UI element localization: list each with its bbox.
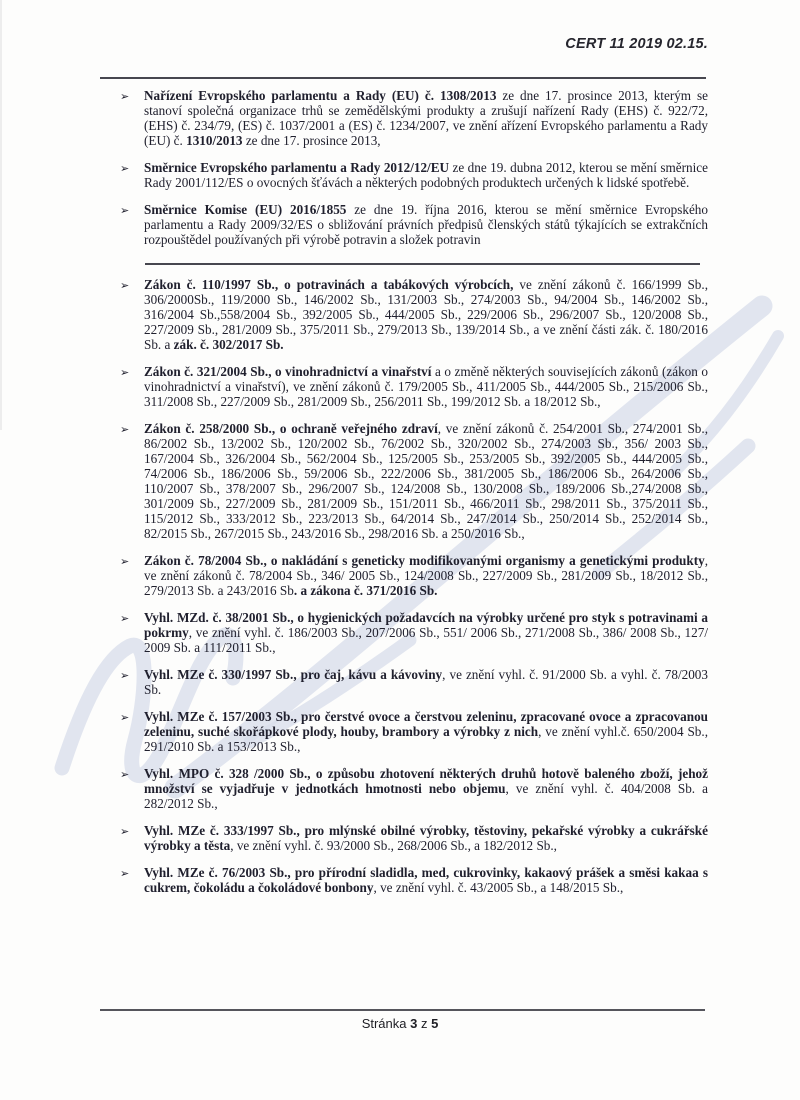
list-item	[120, 610, 708, 655]
item-text	[144, 865, 708, 895]
header-rule	[100, 77, 706, 79]
page-footer	[0, 1016, 800, 1031]
list-item	[120, 823, 708, 853]
list-item	[120, 709, 708, 754]
arrow-bullet-icon: ➢	[120, 711, 130, 724]
item-text-bold-segment: . a zákona č. 371/2016 Sb.	[293, 583, 438, 598]
item-text-bold-segment: zák. č. 302/2017 Sb.	[173, 337, 284, 352]
section-separator-rule	[145, 263, 700, 265]
item-text	[144, 421, 708, 541]
item-text-bold-segment: Vyhl. MZe č. 330/1997 Sb., pro čaj, kávu a kávoviny	[144, 667, 443, 682]
item-text-segment: ze dne 17. prosince 2013,	[242, 133, 381, 148]
item-text-segment: ze dne 19. dubna 2012, kterou se mění směrnice Rady 2001/112/ES o ovocných šťávách a některých podobných produktech určených k lidské spotřebě.	[144, 160, 708, 190]
item-text	[144, 364, 708, 409]
list-item	[120, 88, 708, 148]
arrow-bullet-icon: ➢	[120, 279, 130, 292]
page-number-text	[362, 1016, 439, 1031]
document-body	[120, 88, 708, 907]
list-item	[120, 421, 708, 541]
item-text-bold-segment: Vyhl. MZe č. 76/2003 Sb., pro přírodní sladidla, med, cukrovinky, kakaový prášek a směsi kakaa s cukrem, čokoládu a čokoládové bonbony	[144, 865, 708, 895]
item-text-segment: , ve znění vyhl. č. 93/2000 Sb., 268/2006 Sb., a 182/2012 Sb.,	[230, 838, 557, 853]
item-text	[144, 88, 708, 148]
item-text-segment: a o změně některých souvisejících zákonů (zákon o vinohradnictví a vinařství), ve znění zákonů č. 179/2005 Sb., 411/2005 Sb., 444/2005 Sb., 215/2006 Sb., 311/2008 Sb., 227/2009 Sb., 281/2009 Sb., 256/2011 Sb., 199/2012 Sb. a 18/2012 Sb.,	[144, 364, 708, 409]
item-text-bold-segment: Vyhl. MZe č. 157/2003 Sb., pro čerstvé ovoce a čerstvou zeleninu, zpracované ovoce a zpracovanou zeleninu, suché skořápkové plody, houby, brambory a výrobky z nich	[144, 709, 708, 739]
arrow-bullet-icon: ➢	[120, 555, 130, 568]
eu-regulations-list	[120, 88, 708, 247]
item-text	[144, 160, 708, 190]
arrow-bullet-icon: ➢	[120, 612, 130, 625]
item-text-bold-segment: Směrnice Evropského parlamentu a Rady 2012/12/EU	[144, 160, 450, 175]
list-item	[120, 667, 708, 697]
footer-segment: z	[417, 1016, 432, 1031]
item-text	[144, 610, 708, 655]
item-text-segment: , ve znění vyhl.č. 650/2004 Sb., 291/2010 Sb. a 153/2013 Sb.,	[144, 724, 708, 754]
item-text-segment: ze dne 19. října 2016, kterou se mění směrnice Evropského parlamentu a Rady 2009/32/ES o sbližování právních předpisů členských států týkajících se extrakčních rozpouštědel používaných při výrobě potravin a složek potravin	[144, 202, 708, 247]
item-text-bold-segment: Zákon č. 78/2004 Sb., o nakládání s geneticky modifikovanými organismy a genetickými produkty	[144, 553, 705, 568]
item-text-bold-segment: 1310/2013	[186, 133, 243, 148]
arrow-bullet-icon: ➢	[120, 669, 130, 682]
arrow-bullet-icon: ➢	[120, 90, 130, 103]
item-text	[144, 709, 708, 754]
list-item	[120, 766, 708, 811]
footer-segment: Stránka	[361, 1016, 411, 1031]
list-item	[120, 160, 708, 190]
arrow-bullet-icon: ➢	[120, 768, 130, 781]
item-text-bold-segment: Zákon č. 110/1997 Sb., o potravinách a tabákových výrobcích,	[144, 277, 514, 292]
item-text-bold-segment: Vyhl. MZd. č. 38/2001 Sb., o hygienických požadavcích na výrobky určené pro styk s potravinami a pokrmy	[144, 610, 708, 640]
item-text-segment: , ve znění zákonů č. 254/2001 Sb., 274/2001 Sb., 86/2002 Sb., 13/2002 Sb., 120/2002 Sb., 76/2002 Sb., 320/2002 Sb., 274/2003 Sb., 356/ 2003 Sb., 167/2004 Sb., 326/2004 Sb., 562/2004 Sb., 125/2005 Sb., 253/2005 Sb., 392/2005 Sb., 444/2005 Sb., 74/2006 Sb., 186/2006 Sb., 59/2006 Sb., 222/2006 Sb., 381/2005 Sb., 186/2006 Sb., 264/2006 Sb., 110/2007 Sb., 378/2007 Sb., 296/2007 Sb., 124/2008 Sb., 130/2008 Sb., 189/2006 Sb.,274/2008 Sb., 301/2009 Sb., 227/2009 Sb., 281/2009 Sb., 151/2011 Sb., 466/2011 Sb., 298/2011 Sb., 375/2011 Sb., 115/2012 Sb., 333/2012 Sb., 223/2013 Sb., 64/2014 Sb., 247/2014 Sb., 250/2014 Sb., 252/2014 Sb., 82/2015 Sb., 267/2015 Sb., 243/2016 Sb., 298/2016 Sb. a 250/2016 Sb.,	[144, 421, 708, 541]
item-text-bold-segment: Vyhl. MPO č. 328 /2000 Sb., o způsobu zhotovení některých druhů hotově baleného zboží, jehož množství se vyjadřuje v jednotkách hmotnosti nebo objemu	[144, 766, 708, 796]
footer-bold-segment: 5	[431, 1016, 439, 1031]
arrow-bullet-icon: ➢	[120, 366, 130, 379]
item-text	[144, 277, 708, 352]
list-item	[120, 364, 708, 409]
header-document-reference: CERT 11 2019 02.15.	[565, 36, 708, 52]
national-laws-list	[120, 277, 708, 895]
arrow-bullet-icon: ➢	[120, 867, 130, 880]
list-item	[120, 865, 708, 895]
arrow-bullet-icon: ➢	[120, 204, 130, 217]
scan-edge-artifact	[0, 0, 2, 430]
item-text	[144, 823, 708, 853]
list-item	[120, 202, 708, 247]
item-text-bold-segment: Vyhl. MZe č. 333/1997 Sb., pro mlýnské obilné výrobky, těstoviny, pekařské výrobky a cukrářské výrobky a těsta	[144, 823, 708, 853]
item-text	[144, 667, 708, 697]
item-text	[144, 202, 708, 247]
item-text-segment: , ve znění vyhl. č. 43/2005 Sb., a 148/2015 Sb.,	[373, 880, 624, 895]
arrow-bullet-icon: ➢	[120, 162, 130, 175]
list-item	[120, 277, 708, 352]
item-text-segment: ze dne 17. prosince 2013, kterým se stanoví společná organizace trhů se zemědělskými produkty a zrušují nařízení Rady (EHS) č. 922/72, (EHS) č. 234/79, (ES) č. 1037/2001 a (ES) č. 1234/2007, ve znění ařízení Evropského parlamentu a Rady (EU) č.	[144, 88, 708, 148]
item-text-bold-segment: Zákon č. 321/2004 Sb., o vinohradnictví a vinařství	[144, 364, 432, 379]
item-text	[144, 766, 708, 811]
footer-bold-segment: 3	[410, 1016, 418, 1031]
item-text-bold-segment: Zákon č. 258/2000 Sb., o ochraně veřejného zdraví	[144, 421, 438, 436]
item-text-segment: ve znění zákonů č. 166/1999 Sb., 306/2000Sb., 119/2000 Sb., 146/2002 Sb., 131/2003 Sb., 274/2003 Sb., 94/2004 Sb., 146/2002 Sb., 316/2004 Sb.,558/2004 Sb., 392/2005 Sb., 444/2005 Sb., 229/2006 Sb., 296/2007 Sb., 120/2008 Sb., 227/2009 Sb., 281/2009 Sb., 375/2011 Sb., 279/2013 Sb., 139/2014 Sb., a ve znění části zák. č. 180/2016 Sb. a	[144, 277, 708, 352]
list-item	[120, 553, 708, 598]
footer-rule	[100, 1009, 705, 1011]
arrow-bullet-icon: ➢	[120, 825, 130, 838]
item-text	[144, 553, 708, 598]
item-text-segment: , ve znění vyhl. č. 404/2008 Sb. a 282/2012 Sb.,	[144, 781, 709, 811]
item-text-segment: , ve znění zákonů č. 78/2004 Sb., 346/ 2005 Sb., 124/2008 Sb., 227/2009 Sb., 281/2009 Sb., 18/2012 Sb., 279/2013 Sb. a 243/2016 Sb	[144, 553, 708, 598]
item-text-bold-segment: Nařízení Evropského parlamentu a Rady (EU) č. 1308/2013	[144, 88, 497, 103]
arrow-bullet-icon: ➢	[120, 423, 130, 436]
item-text-segment: , ve znění vyhl. č. 186/2003 Sb., 207/2006 Sb., 551/ 2006 Sb., 271/2008 Sb., 386/ 2008 Sb., 127/ 2009 Sb. a 111/2011 Sb.,	[144, 625, 708, 655]
item-text-segment: , ve znění vyhl. č. 91/2000 Sb. a vyhl. č. 78/2003 Sb.	[144, 667, 708, 697]
item-text-bold-segment: Směrnice Komise (EU) 2016/1855	[144, 202, 347, 217]
